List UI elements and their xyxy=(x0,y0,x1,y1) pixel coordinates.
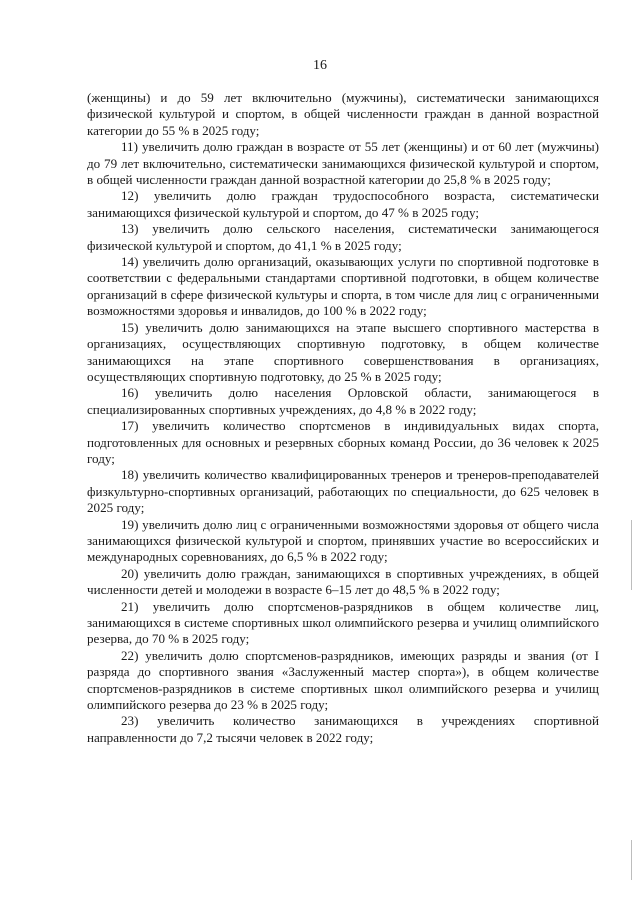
paragraph-continuation: (женщины) и до 59 лет включительно (мужчины), систематически занимающихся физической культурой и спортом, в общей численности граждан в данной возрастной категории до 55 % в 2025 году; xyxy=(87,90,599,138)
paragraph-item-18: 18) увеличить количество квалифицированных тренеров и тренеров-преподавателей физкультурно-спортивных организаций, работающих по специальности, до 625 человек в 2025 году; xyxy=(87,467,599,516)
scan-edge-mark xyxy=(631,520,632,590)
paragraph-item-16: 16) увеличить долю населения Орловской области, занимающегося в специализированных спортивных учреждениях, до 4,8 % в 2022 году; xyxy=(87,385,599,417)
paragraph-item-20: 20) увеличить долю граждан, занимающихся в спортивных учреждениях, в общей численности детей и молодежи в возрасте 6–15 лет до 48,5 % в 2022 году; xyxy=(87,565,599,598)
document-body xyxy=(87,90,599,746)
paragraph-item-17: 17) увеличить количество спортсменов в индивидуальных видах спорта, подготовленных для основных и резервных сборных команд России, до 36 человек к 2025 году; xyxy=(87,418,599,466)
paragraph-item-14: 14) увеличить долю организаций, оказывающих услуги по спортивной подготовке в соответствии с федеральными стандартами спортивной подготовки, в общем количестве организаций в сфере физической культуры и спорта, в том числе для лиц с ограниченными возможностями здоровья и инвалидов, до 100 % в 2022 году; xyxy=(87,254,599,319)
paragraph-item-15: 15) увеличить долю занимающихся на этапе высшего спортивного мастерства в организациях, осуществляющих спортивную подготовку, в общем количестве занимающихся на этапе спортивного совершенствования в организациях, осуществляющих спортивную подготовку, до 25 % в 2025 году; xyxy=(87,319,599,384)
paragraph-item-22: 22) увеличить долю спортсменов-разрядников, имеющих разряды и звания (от I разряда до спортивного звания «Заслуженный мастер спорта»), в общем количестве спортсменов-разрядников в системе спортивных школ олимпийского резерва и училищ олимпийского резерва до 23 % в 2025 году; xyxy=(87,647,599,713)
paragraph-item-12: 12) увеличить долю граждан трудоспособного возраста, систематически занимающихся физической культурой и спортом, до 47 % в 2025 году; xyxy=(87,188,599,220)
paragraph-item-21: 21) увеличить долю спортсменов-разрядников в общем количестве лиц, занимающихся в системе спортивных школ олимпийского резерва и училищ олимпийского резерва, до 70 % в 2025 году; xyxy=(87,598,599,647)
paragraph-item-19: 19) увеличить долю лиц с ограниченными возможностями здоровья от общего числа занимающихся физической культурой и спортом, принявших участие во всероссийских и международных соревнованиях, до 6,5 % в 2022 году; xyxy=(87,516,599,565)
scan-edge-mark xyxy=(631,840,632,880)
paragraph-item-11: 11) увеличить долю граждан в возрасте от 55 лет (женщины) и от 60 лет (мужчины) до 79 лет включительно, систематически занимающихся физической культурой и спортом, в общей численности граждан данной возрастной категории до 25,8 % в 2025 году; xyxy=(87,139,599,188)
paragraph-item-13: 13) увеличить долю сельского населения, систематически занимающегося физической культурой и спортом, до 41,1 % в 2025 году; xyxy=(87,221,599,253)
page-number: 16 xyxy=(313,58,327,73)
paragraph-item-23: 23) увеличить количество занимающихся в учреждениях спортивной направленности до 7,2 тысячи человек в 2022 году; xyxy=(87,713,599,745)
